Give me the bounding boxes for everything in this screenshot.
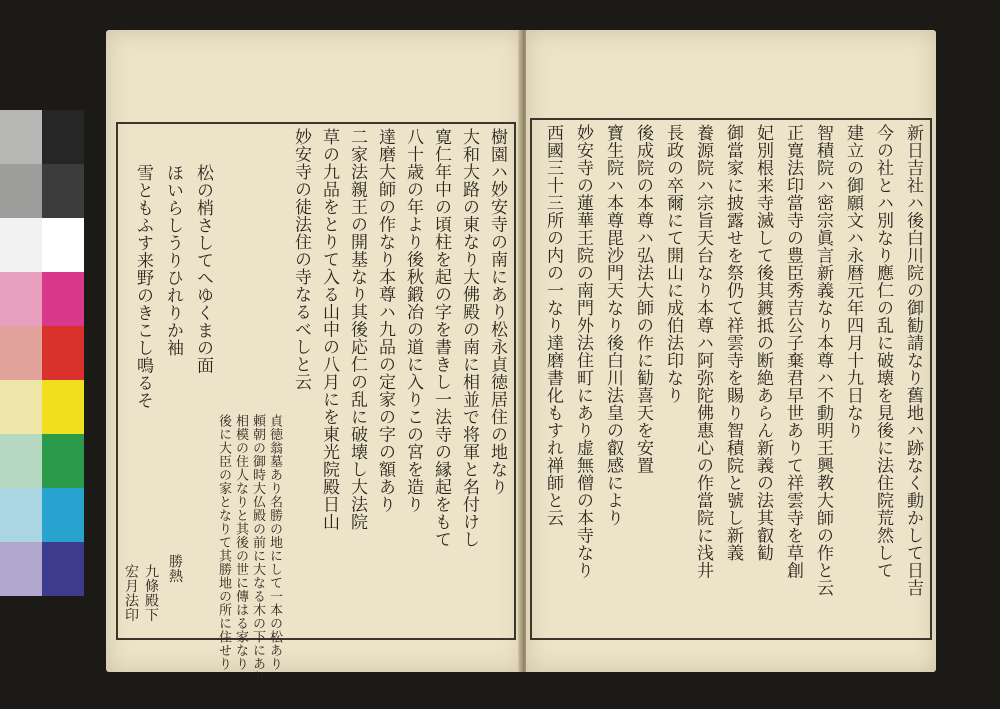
text-column: 樹園ハ妙安寺の南にあり松永貞徳居住の地なり bbox=[487, 128, 507, 496]
text-column: 御當家に披露せを祭仍て祥雲寺を賜り智積院と號し新義 bbox=[723, 124, 743, 562]
text-column: 建立の御願文ハ永暦元年四月十九日なり bbox=[843, 124, 863, 439]
color-swatch bbox=[0, 326, 42, 380]
color-swatch bbox=[0, 272, 42, 326]
color-calibration-chart bbox=[0, 110, 84, 596]
right-text-frame bbox=[530, 118, 932, 640]
signature-line: 宏月法印 bbox=[123, 564, 139, 622]
left-text-frame bbox=[116, 122, 516, 684]
text-column: 正寛法印當寺の豊臣秀吉公子棄君早世ありて祥雲寺を草創 bbox=[783, 124, 803, 579]
text-column: 後に大臣の家となりて其勝地の所に住せり bbox=[216, 414, 231, 671]
text-column: 養源院ハ宗旨天台なり本尊ハ阿弥陀佛惠心の作當院に浅井 bbox=[693, 124, 713, 579]
color-swatch bbox=[42, 488, 84, 542]
text-column: 西國三十三所の内の一なり達磨書化もすれ禅師と云 bbox=[543, 124, 563, 527]
text-column: ほいらしうりひれりか袖 bbox=[163, 164, 183, 357]
text-column: 妙安寺の蓮華王院の南門外法住町にあり虚無僧の本寺なり bbox=[573, 124, 593, 579]
text-column: 松の梢さしてへゆくまの面 bbox=[193, 164, 213, 374]
text-column: 雪ともふす来野のきこし鳴るそ bbox=[133, 164, 153, 409]
color-swatch bbox=[42, 164, 84, 218]
text-column: 後成院の本尊ハ弘法大師の作に勧喜天を安置 bbox=[633, 124, 653, 474]
left-page bbox=[106, 30, 524, 684]
text-column: 頼朝の御時大仏殿の前に大なる木の下にあり bbox=[250, 414, 265, 684]
color-swatch bbox=[42, 380, 84, 434]
text-column: 草の九品をとりて入る山中の八月にを東光院殿日山 bbox=[319, 128, 339, 531]
text-column: 大和大路の東なり大佛殿の南に相並で将軍と名付けし bbox=[459, 128, 479, 548]
text-column: 貞徳翁墓あり名勝の地にして一本の松あり bbox=[267, 414, 282, 671]
color-swatch bbox=[0, 164, 42, 218]
color-swatch bbox=[42, 110, 84, 164]
text-column: 達磨大師の作なり本尊ハ九品の定家の字の額あり bbox=[375, 128, 395, 513]
text-column: 妙安寺の徒法住の寺なるべしと云 bbox=[291, 128, 311, 391]
text-column: 八十歳の年より後秋鍛冶の道に入りこの宮を造り bbox=[403, 128, 423, 513]
text-column: 二家法親王の開基なり其後応仁の乱に破壊し大法院 bbox=[347, 128, 367, 531]
text-column: 今の社とハ別なり應仁の乱に破壊を見後に法住院荒然して bbox=[873, 124, 893, 579]
signature-line: 九條殿下 bbox=[143, 564, 159, 622]
text-column: 智積院ハ密宗眞言新義なり本尊ハ不動明王興教大師の作と云 bbox=[813, 124, 833, 597]
color-swatch bbox=[0, 542, 42, 596]
color-swatch bbox=[0, 380, 42, 434]
text-column: 妃別根来寺滅して後其鍍抵の断絶あらん新義の法其叡勧 bbox=[753, 124, 773, 562]
color-swatch bbox=[42, 326, 84, 380]
text-column: 相模の住人なりと其後の世に傳はる家なり bbox=[233, 414, 248, 671]
text-column: 新日吉社ハ後白川院の御勧請なり舊地ハ跡なく動かして日吉 bbox=[903, 124, 923, 597]
color-swatch bbox=[42, 218, 84, 272]
text-column: 寶生院ハ本尊毘沙門天なり後白川法皇の叡感により bbox=[603, 124, 623, 527]
color-swatch bbox=[0, 110, 42, 164]
color-swatch bbox=[42, 542, 84, 596]
text-column: 長政の卒爾にて開山に成伯法印なり bbox=[663, 124, 683, 404]
color-swatch bbox=[42, 434, 84, 488]
color-swatch bbox=[0, 434, 42, 488]
right-page bbox=[526, 30, 936, 672]
color-swatch bbox=[0, 218, 42, 272]
color-swatch bbox=[42, 272, 84, 326]
text-column: 寛仁年中の頃柱を起の字を書きし一法寺の縁起をもて bbox=[431, 128, 451, 548]
signature-title: 勝熱 bbox=[167, 554, 183, 583]
color-swatch bbox=[0, 488, 42, 542]
